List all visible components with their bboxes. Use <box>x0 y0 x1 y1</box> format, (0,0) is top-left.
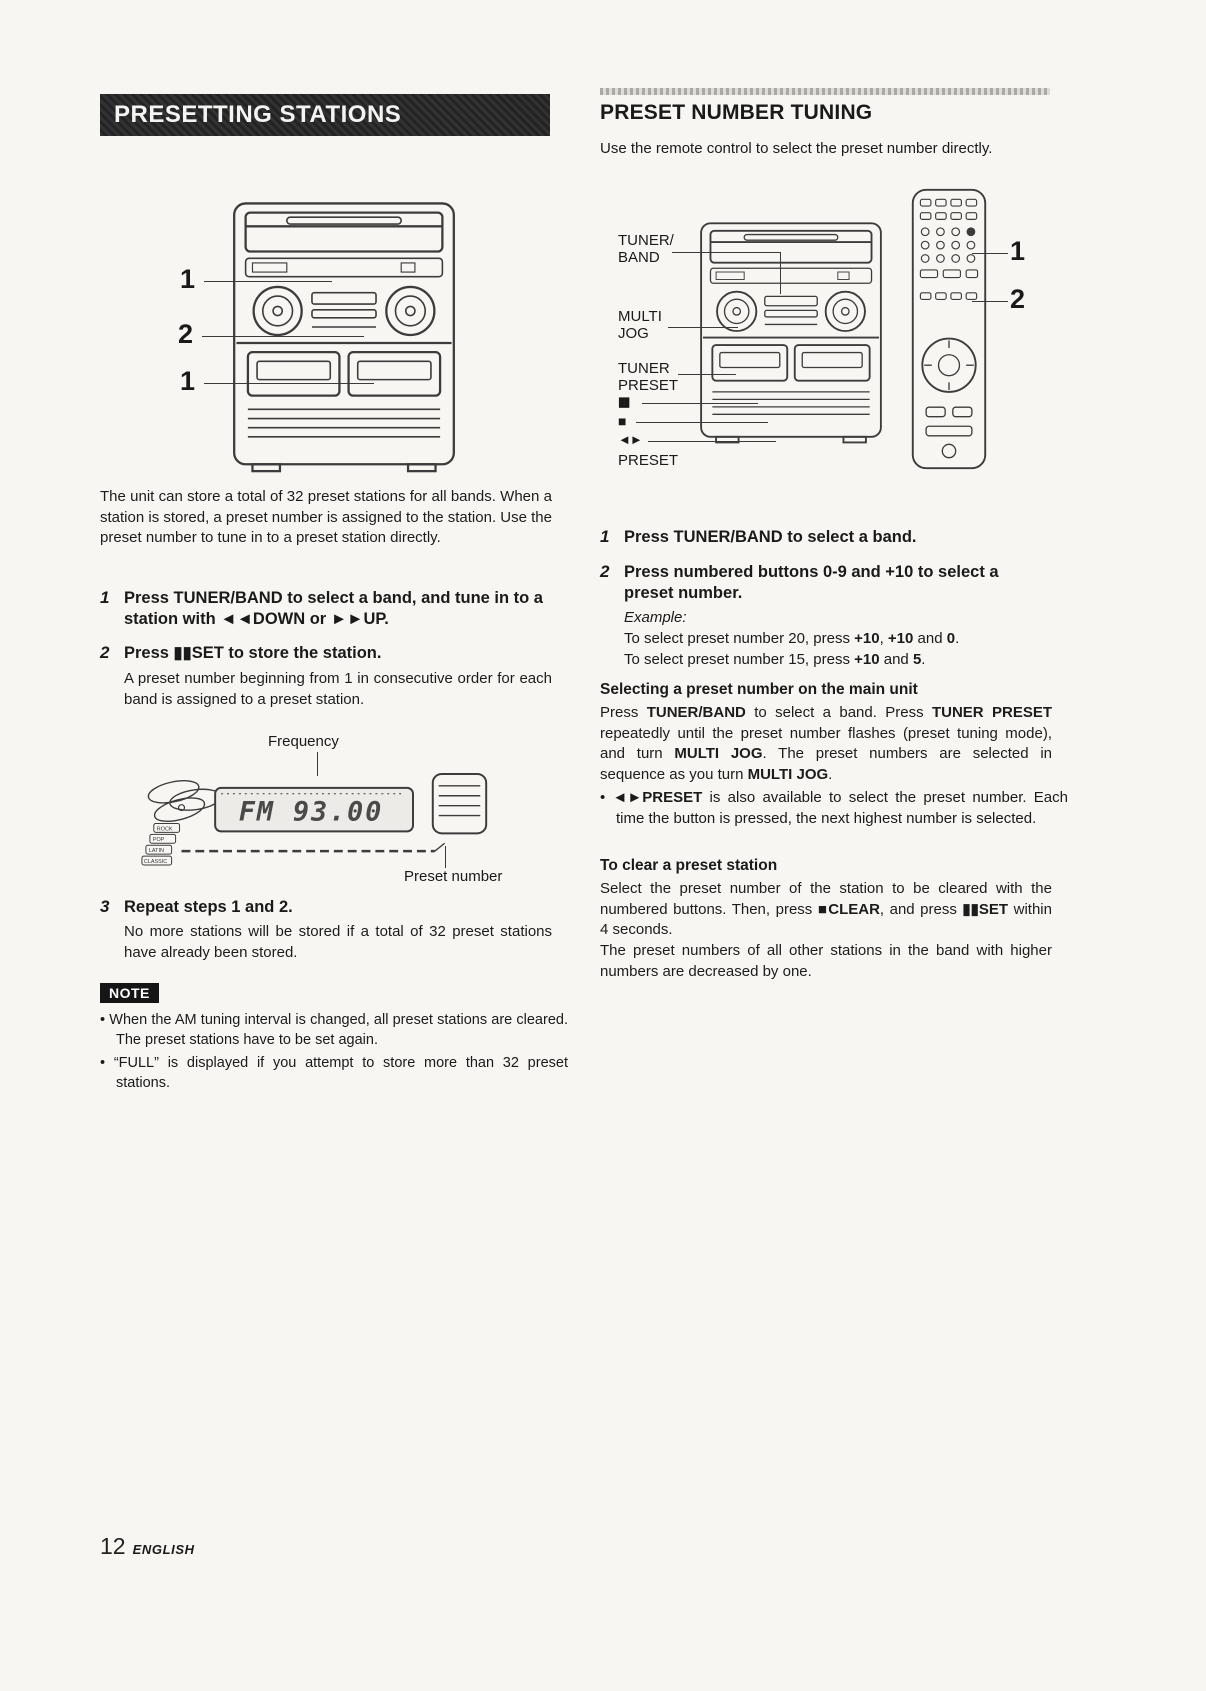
right-step-1-number: 1 <box>600 527 610 546</box>
step-2-body: A preset number beginning from 1 in consecutive order for each band is assigned to a preset station. <box>124 670 552 708</box>
text-segment: to select a band. Press <box>745 704 932 721</box>
clear-section-body-1 <box>600 879 1052 941</box>
note-bullet-2: • “FULL” is displayed if you attempt to store more than 32 preset stations. <box>100 1055 568 1091</box>
text-segment: 5 <box>912 651 922 668</box>
step-3-body: No more stations will be stored if a total of 32 preset stations have already been stored. <box>124 923 552 961</box>
stop-icon: ■ <box>618 413 627 429</box>
text-segment: To select preset number 15, press <box>624 651 855 668</box>
label-line: MULTI <box>618 308 662 325</box>
clear-section-heading: To clear a preset station <box>600 857 778 874</box>
note-section <box>100 983 159 1003</box>
right-step-1-heading: Press TUNER/BAND to select a band. <box>624 528 917 546</box>
frequency-label: Frequency <box>268 733 339 750</box>
text-segment: . <box>828 766 833 784</box>
callout-line <box>204 383 374 384</box>
example-line-2 <box>624 651 1052 668</box>
page-footer <box>100 1533 195 1560</box>
display-illustration <box>138 772 504 866</box>
text-segment: TUNER/BAND <box>646 704 746 721</box>
eq-label-pop: POP <box>152 837 165 844</box>
left-intro-paragraph: The unit can store a total of 32 preset stations for all bands. When a station is stored, a preset number is assigned to the station. Use the preset number to tune in to a preset station directly. <box>100 488 552 547</box>
stereo-unit-illustration-right <box>688 205 894 457</box>
step-1-heading: Press TUNER/BAND to select a band, and tune in to a station with ◄◄DOWN or ►►UP. <box>124 589 543 629</box>
callout-1-top: 1 <box>180 264 196 294</box>
text-segment: ◄►PRESET <box>612 789 703 806</box>
text-segment: +10 <box>854 651 880 668</box>
text-segment: • <box>600 789 613 806</box>
main-unit-section-heading: Selecting a preset number on the main unit <box>600 681 918 698</box>
label-tuner-preset <box>618 360 678 395</box>
callout-line <box>204 281 332 282</box>
callout-line <box>972 253 1008 254</box>
step-1-number: 1 <box>100 588 110 607</box>
text-segment: repeatedly until the preset number flashes (preset tuning mode), and turn <box>600 724 1052 763</box>
text-segment: is also available to select the preset number. Each time the button is pressed, the next highest number is selected. <box>616 789 1068 827</box>
callout-1-bottom: 1 <box>180 366 196 396</box>
text-segment: ■CLEAR <box>817 900 880 918</box>
eq-label-rock: ROCK <box>156 826 173 833</box>
text-segment: MULTI JOG <box>674 745 763 763</box>
step-3-heading: Repeat steps 1 and 2. <box>124 898 293 916</box>
eq-label-classic: CLASSIC <box>143 859 168 866</box>
label-multi-jog <box>618 308 662 343</box>
preset-number-leader-line <box>445 846 446 868</box>
text-segment: MULTI JOG <box>747 766 829 784</box>
label-preset: PRESET <box>618 452 679 469</box>
label-line: TUNER/ <box>618 232 674 249</box>
label-tuner-band <box>618 232 674 267</box>
text-segment: within 4 seconds. <box>600 900 1052 939</box>
pause-icon: ▮▮ <box>618 394 629 409</box>
step-1 <box>100 588 552 630</box>
note-bullet-1: • When the AM tuning interval is changed, all preset stations are cleared. The preset stations have to be set again. <box>100 1012 568 1048</box>
text-segment: and <box>879 651 913 668</box>
step-3-number: 3 <box>100 897 110 916</box>
page-number: 12 <box>100 1533 126 1559</box>
text-segment: ▮▮SET <box>962 900 1009 918</box>
right-intro: Use the remote control to select the preset number directly. <box>600 140 993 157</box>
text-segment: . <box>955 630 960 647</box>
preset-number-label: Preset number <box>404 868 503 885</box>
callout-2: 2 <box>178 319 194 349</box>
example-label: Example: <box>624 609 687 626</box>
callout-line <box>972 301 1008 302</box>
section-divider-rule <box>600 88 1050 95</box>
label-line: TUNER <box>618 360 670 377</box>
page-language: ENGLISH <box>132 1542 195 1557</box>
remote-callout-2: 2 <box>1010 284 1026 314</box>
right-step-2-heading: Press numbered buttons 0-9 and +10 to select a preset number. <box>624 563 999 603</box>
text-segment: Select the preset number of the station to be cleared with the numbered buttons. Then, press <box>600 880 1052 918</box>
text-segment: 0 <box>946 630 956 647</box>
text-segment: , <box>879 630 888 647</box>
note-badge: NOTE <box>100 983 159 1003</box>
text-segment: . <box>921 651 926 668</box>
right-step-1 <box>600 527 1052 548</box>
main-unit-section-body <box>600 703 1052 786</box>
text-segment: , and press <box>879 900 963 918</box>
label-line: BAND <box>618 249 660 267</box>
text-segment: To select preset number 20, press <box>624 630 855 647</box>
main-unit-section-bullet <box>600 788 1068 829</box>
text-segment: +10 <box>854 630 880 647</box>
left-section-title: PRESETTING STATIONS <box>114 101 402 128</box>
eq-label-latin: LATIN <box>148 848 164 855</box>
text-segment: and <box>913 630 947 647</box>
text-segment: +10 <box>887 630 914 647</box>
left-section-title-banner <box>100 94 550 136</box>
left-right-arrows-icon: ◄► <box>618 432 642 447</box>
example-line-1 <box>624 630 1052 647</box>
remote-control-illustration <box>905 186 993 472</box>
right-step-2 <box>600 562 1052 604</box>
clear-section-body-2: The preset numbers of all other stations in the band with higher numbers are decreased by one. <box>600 942 1052 980</box>
text-segment: TUNER PRESET <box>931 704 1052 721</box>
step-2 <box>100 643 552 664</box>
step-3 <box>100 897 552 918</box>
label-line: PRESET <box>618 377 679 395</box>
step-2-heading: Press ▮▮SET to store the station. <box>124 644 382 662</box>
label-line: JOG <box>618 325 649 343</box>
step-2-number: 2 <box>100 643 110 662</box>
stereo-unit-illustration <box>218 192 470 478</box>
remote-callout-1: 1 <box>1010 236 1026 266</box>
callout-line <box>202 336 364 337</box>
text-segment: . The preset numbers are selected in sequence as you turn <box>600 745 1052 784</box>
display-frequency-readout: FM 93.00 <box>238 796 384 828</box>
right-step-2-number: 2 <box>600 562 610 581</box>
right-section-title: PRESET NUMBER TUNING <box>600 101 873 124</box>
text-segment: Press <box>600 704 647 721</box>
